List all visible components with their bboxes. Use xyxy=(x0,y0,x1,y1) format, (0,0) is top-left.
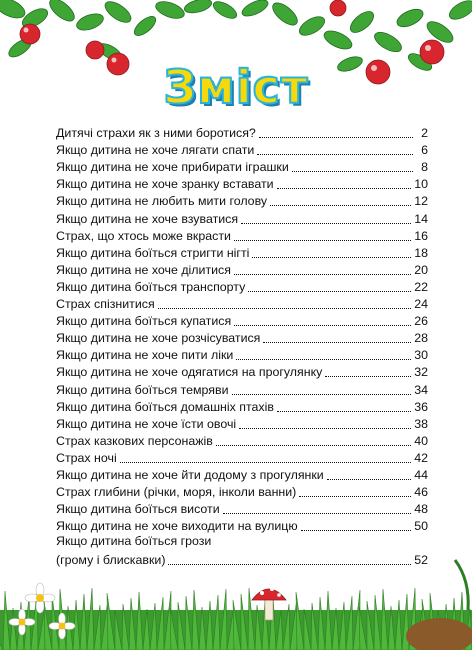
toc-entry xyxy=(56,329,428,346)
toc-entry xyxy=(56,261,428,278)
toc-entry-title: Якщо дитина не хоче розчісуватися xyxy=(56,331,261,346)
dot-leader xyxy=(234,240,411,241)
toc-entry-page: 46 xyxy=(414,485,428,500)
toc-entry-page: 2 xyxy=(421,126,428,141)
dot-leader xyxy=(263,342,411,343)
toc-entry xyxy=(56,517,428,534)
dot-leader xyxy=(234,274,411,275)
dot-leader xyxy=(257,154,413,155)
toc-entry-page: 22 xyxy=(414,279,428,294)
toc-entry xyxy=(56,432,428,449)
toc-entry-page: 16 xyxy=(414,228,428,243)
toc-entry-title: Якщо дитина не хоче йти додому з прогулянки xyxy=(56,467,324,482)
toc-entry xyxy=(56,295,428,312)
toc-entry-title: Якщо дитина не хоче прибирати іграшки xyxy=(56,160,289,175)
toc-entry-title: Страх спізнитися xyxy=(56,297,155,312)
toc-entry xyxy=(56,175,428,192)
toc-entry-page: 40 xyxy=(414,433,428,448)
toc-entry-page: 52 xyxy=(414,553,428,568)
toc-entry xyxy=(56,380,428,397)
toc-entry-title: Страх глибини (річки, моря, інколи ванни) xyxy=(56,485,297,500)
toc-entry-page: 24 xyxy=(414,297,428,312)
mushroom-icon xyxy=(252,587,286,620)
toc-entry-title: Якщо дитина боїться грози xyxy=(56,534,212,549)
toc-entry-title: Якщо дитина боїться купатися xyxy=(56,314,232,329)
dot-leader xyxy=(239,428,411,429)
toc-entry-title: Якщо дитина не любить мити голову xyxy=(56,194,268,209)
page-title: Зміст xyxy=(163,60,309,114)
toc-entry-page: 50 xyxy=(414,519,428,534)
toc-entry xyxy=(56,466,428,483)
toc-entry xyxy=(56,534,428,568)
toc-entry xyxy=(56,415,428,432)
toc-entry xyxy=(56,483,428,500)
toc-entry-page: 10 xyxy=(414,177,428,192)
toc-entry xyxy=(56,244,428,261)
toc-entry xyxy=(56,363,428,380)
toc-entry-page: 44 xyxy=(414,467,428,482)
toc-entry-title: Якщо дитина не хоче ділитися xyxy=(56,262,231,277)
toc-entry-title-continued: (грому і блискавки) xyxy=(56,553,166,568)
toc-entry-title: Якщо дитина не хоче взуватися xyxy=(56,211,239,226)
toc-entry xyxy=(56,141,428,158)
toc-entry-title: Страх, що хтось може вкрасти xyxy=(56,228,231,243)
toc-entry-page: 14 xyxy=(414,211,428,226)
daisy-flowers-icon xyxy=(9,583,75,639)
dot-leader xyxy=(270,205,411,206)
toc-entry-title: Дитячі страхи як з ними боротися? xyxy=(56,126,256,141)
table-of-contents xyxy=(56,124,428,568)
dot-leader xyxy=(292,171,413,172)
toc-entry-page: 42 xyxy=(414,450,428,465)
toc-entry-title: Якщо дитина боїться стригти нігті xyxy=(56,245,250,260)
toc-entry-page: 36 xyxy=(414,399,428,414)
dot-leader xyxy=(236,359,411,360)
dot-leader xyxy=(234,325,411,326)
dot-leader xyxy=(168,564,411,565)
toc-entry xyxy=(56,192,428,209)
toc-entry-page: 6 xyxy=(421,143,428,158)
toc-entry-title: Страх казкових персонажів xyxy=(56,433,213,448)
tree-stump-icon xyxy=(406,618,472,650)
toc-entry-page: 26 xyxy=(414,314,428,329)
dot-leader xyxy=(277,411,411,412)
toc-entry-page: 48 xyxy=(414,502,428,517)
toc-entry-page: 34 xyxy=(414,382,428,397)
toc-entry xyxy=(56,312,428,329)
toc-entry-title: Якщо дитина не хоче пити ліки xyxy=(56,348,234,363)
dot-leader xyxy=(120,462,411,463)
toc-entry-title: Якщо дитина боїться домашніх птахів xyxy=(56,399,274,414)
dot-leader xyxy=(232,394,412,395)
toc-entry xyxy=(56,227,428,244)
toc-entry xyxy=(56,278,428,295)
dot-leader xyxy=(223,513,412,514)
toc-entry xyxy=(56,449,428,466)
toc-entry-title: Страх ночі xyxy=(56,450,117,465)
toc-entry xyxy=(56,500,428,517)
dot-leader xyxy=(259,137,413,138)
toc-entry-title: Якщо дитина не хоче зранку вставати xyxy=(56,177,274,192)
dot-leader xyxy=(277,188,412,189)
toc-entry-page: 8 xyxy=(421,160,428,175)
toc-entry-title: Якщо дитина не хоче виходити на вулицю xyxy=(56,519,298,534)
dot-leader xyxy=(301,530,412,531)
dot-leader xyxy=(299,496,411,497)
dot-leader xyxy=(241,223,411,224)
toc-entry xyxy=(56,209,428,226)
toc-entry-page: 12 xyxy=(414,194,428,209)
toc-entry-title: Якщо дитина боїться висоти xyxy=(56,502,220,517)
toc-entry-title: Якщо дитина не хоче одягатися на прогулянку xyxy=(56,365,323,380)
toc-entry-page: 18 xyxy=(414,245,428,260)
toc-entry-page: 32 xyxy=(414,365,428,380)
toc-entry-page: 30 xyxy=(414,348,428,363)
dot-leader xyxy=(248,291,411,292)
toc-entry-page: 28 xyxy=(414,331,428,346)
dot-leader xyxy=(158,308,412,309)
toc-entry-page: 20 xyxy=(414,262,428,277)
toc-entry-title: Якщо дитина не хоче лягати спати xyxy=(56,143,255,158)
dot-leader xyxy=(325,376,411,377)
dot-leader xyxy=(252,257,411,258)
toc-entry xyxy=(56,346,428,363)
toc-entry xyxy=(56,158,428,175)
toc-entry xyxy=(56,398,428,415)
toc-entry-title: Якщо дитина не хоче їсти овочі xyxy=(56,416,237,431)
toc-entry-title: Якщо дитина боїться темряви xyxy=(56,382,229,397)
dot-leader xyxy=(216,445,411,446)
dot-leader xyxy=(327,479,411,480)
toc-entry-page: 38 xyxy=(414,416,428,431)
toc-entry-title: Якщо дитина боїться транспорту xyxy=(56,279,246,294)
toc-entry xyxy=(56,124,428,141)
